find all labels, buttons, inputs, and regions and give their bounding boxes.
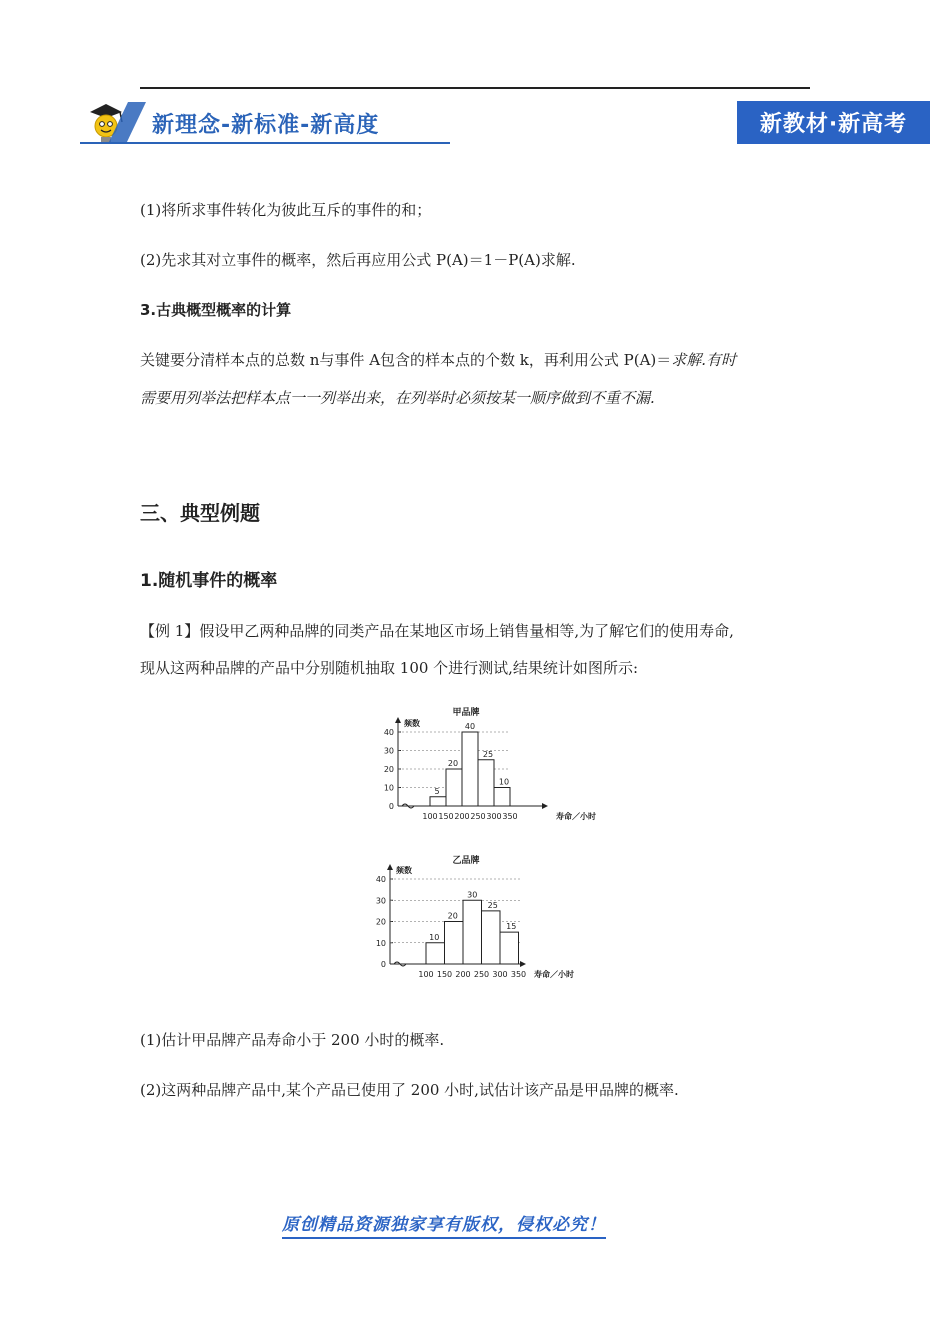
x-tick-label: 200 <box>454 812 470 821</box>
x-tick-label: 100 <box>418 970 434 979</box>
y-tick-label: 30 <box>375 896 386 906</box>
y-axis-label: 频数 <box>396 866 412 875</box>
x-axis-arrow <box>542 803 548 809</box>
x-axis-arrow <box>520 961 526 967</box>
histogram-bar <box>462 732 478 806</box>
y-tick-label: 0 <box>380 960 386 969</box>
x-tick-label: 350 <box>510 970 527 979</box>
x-axis-label: 寿命／小时 <box>556 812 596 821</box>
y-tick-label: 40 <box>375 875 386 884</box>
bar-value-label: 15 <box>506 922 517 932</box>
header-underline <box>80 142 450 144</box>
paragraph-3a-text: 关键要分清样本点的总数 n与事件 A包含的样本点的个数 k，再利用公式 P(A)＝ <box>140 351 672 369</box>
chart-jia <box>360 700 596 830</box>
y-tick-label: 20 <box>375 917 386 927</box>
x-tick-label: 150 <box>436 970 453 979</box>
heading-3: 3.古典概型概率的计算 <box>140 301 292 319</box>
section-heading: 三、典型例题 <box>140 501 260 525</box>
header-banner <box>80 98 450 146</box>
histogram-bar <box>445 922 464 965</box>
y-tick-label: 40 <box>383 728 394 737</box>
histogram-bar <box>500 932 519 964</box>
x-tick-label: 250 <box>473 970 490 979</box>
y-axis-arrow <box>395 717 401 723</box>
x-tick-label: 300 <box>492 970 508 979</box>
histogram-bar <box>426 943 445 964</box>
bar-value-label: 10 <box>498 777 510 787</box>
paragraph-3a <box>140 348 736 372</box>
y-tick-label: 30 <box>383 746 394 756</box>
copyright-footer: 原创精品资源独家享有版权，侵权必究！ <box>282 1210 606 1239</box>
paragraph-3b-text: 求解.有时 <box>671 351 737 369</box>
example-line-2: 现从这两种品牌的产品中分别随机抽取 100 个进行测试,结果统计如图所示: <box>140 659 638 677</box>
graduate-bulb-icon <box>80 98 150 146</box>
x-tick-label: 350 <box>502 812 518 821</box>
header-badge: 新教材·新高考 <box>737 101 930 144</box>
bar-value-label: 30 <box>467 890 478 900</box>
header-rule <box>140 87 810 89</box>
y-tick-label: 0 <box>388 802 394 811</box>
x-tick-label: 250 <box>470 812 486 821</box>
paragraph-3c-text: 需要用列举法把样本点一一列举出来，在列举时必须按某一顺序做到不重不漏. <box>140 389 655 407</box>
x-tick-label: 300 <box>486 812 502 821</box>
header-slogan: 新理念-新标准-新高度 <box>152 113 380 138</box>
bar-value-label: 20 <box>447 911 458 921</box>
chart-yi <box>360 850 590 986</box>
question-1: (1)估计甲品牌产品寿命小于 200 小时的概率. <box>140 1031 445 1049</box>
histogram-bar <box>482 911 501 964</box>
chart-title: 甲品牌 <box>452 708 480 718</box>
y-axis-arrow <box>387 864 393 870</box>
histogram-bar <box>463 900 482 964</box>
histogram-bar <box>494 788 510 807</box>
y-tick-label: 10 <box>375 938 386 948</box>
x-tick-label: 100 <box>422 812 438 821</box>
example-line-1 <box>140 619 734 643</box>
histogram-bar <box>446 769 462 806</box>
histogram-bar <box>430 797 446 806</box>
paragraph-3c <box>140 386 655 410</box>
example-label: 【例 1】 <box>140 622 200 640</box>
bar-value-label: 5 <box>434 786 440 796</box>
paragraph-1: (1)将所求事件转化为彼此互斥的事件的和； <box>140 201 432 219</box>
bar-value-label: 25 <box>482 749 494 759</box>
example-text-1: 假设甲乙两种品牌的同类产品在某地区市场上销售量相等,为了解它们的使用寿命, <box>199 622 734 640</box>
y-tick-label: 10 <box>383 783 394 793</box>
bar-value-label: 25 <box>487 900 498 910</box>
x-tick-label: 200 <box>455 970 471 979</box>
paragraph-2: (2)先求其对立事件的概率，然后再应用公式 P(A)＝1－P(A)求解. <box>140 251 576 269</box>
bar-value-label: 20 <box>447 759 459 768</box>
question-2: (2)这两种品牌产品中,某个产品已使用了 200 小时,试估计该产品是甲品牌的概率. <box>140 1081 679 1099</box>
bar-value-label: 40 <box>464 722 476 731</box>
histogram-bar <box>478 760 494 806</box>
y-axis-label: 频数 <box>404 719 420 728</box>
subsection-heading: 1.随机事件的概率 <box>140 571 278 591</box>
bar-value-label: 10 <box>429 932 440 942</box>
x-axis-label: 寿命／小时 <box>534 970 574 979</box>
y-tick-label: 20 <box>383 765 394 774</box>
chart-title: 乙品牌 <box>452 856 480 866</box>
x-tick-label: 150 <box>438 812 454 821</box>
